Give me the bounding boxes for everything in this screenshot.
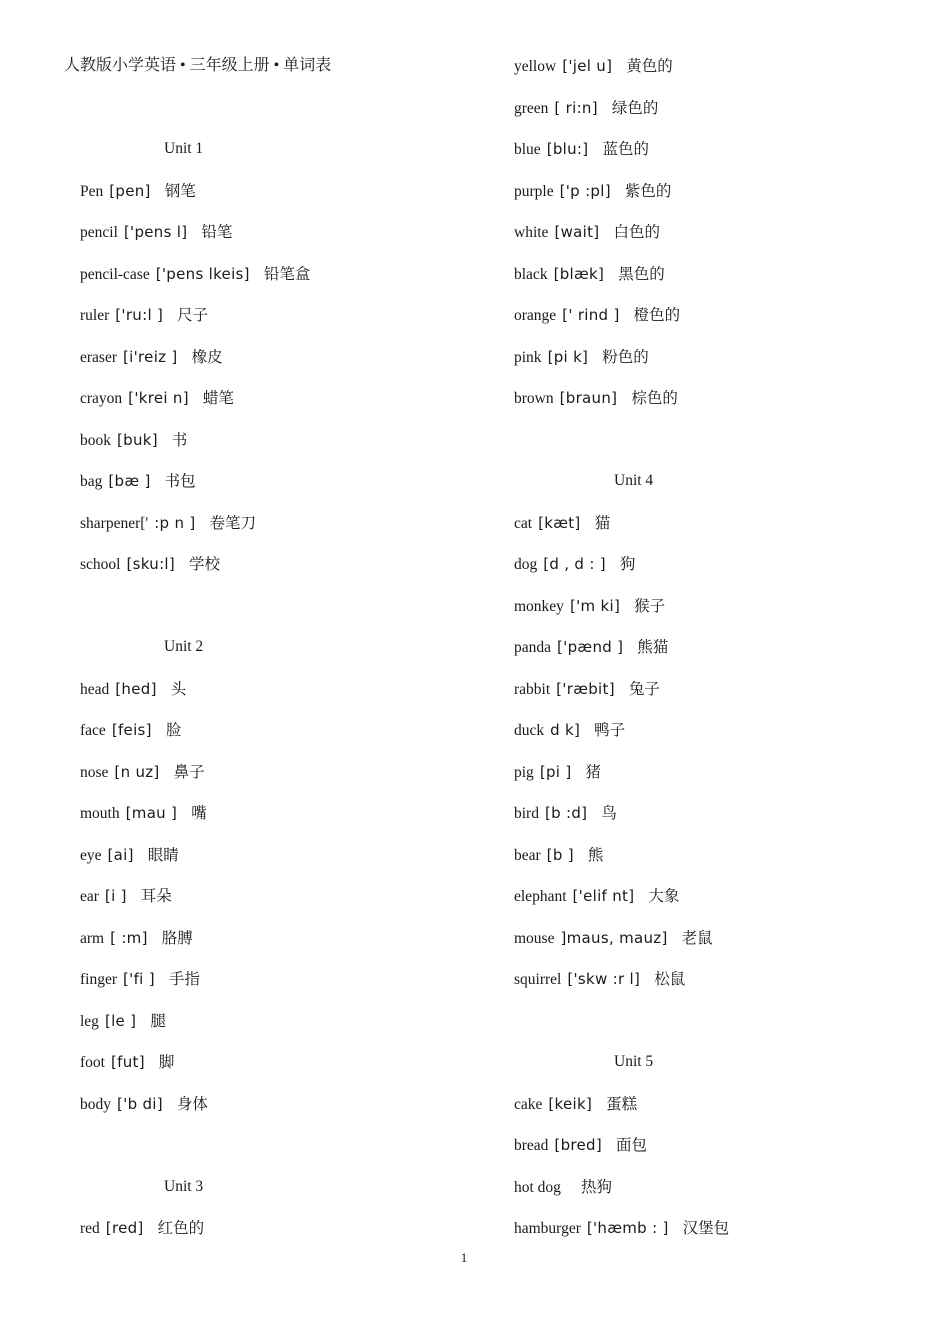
- unit-heading: Unit 4: [614, 472, 654, 489]
- phonetic: ['jel u]: [562, 57, 613, 75]
- phonetic: ['m ki]: [569, 596, 621, 615]
- chinese-meaning: 松鼠: [654, 970, 686, 988]
- chinese-meaning: 棕色的: [631, 389, 678, 407]
- chinese-meaning: 绿色的: [611, 98, 659, 117]
- vocab-entry: [514, 98, 658, 119]
- chinese-meaning: 铅笔: [201, 223, 233, 241]
- phonetic: [wait]: [554, 223, 600, 241]
- phonetic: ['skw :r l]: [567, 970, 641, 988]
- vocab-entry: [80, 1052, 174, 1073]
- phonetic: [ai]: [107, 845, 134, 864]
- english-word: ruler: [80, 307, 110, 324]
- chinese-meaning: 面包: [616, 1136, 648, 1154]
- vocab-entry: [80, 181, 196, 202]
- english-word: pencil: [80, 224, 118, 241]
- vocab-entry: [514, 264, 665, 285]
- english-word: sharpener[': [80, 514, 149, 532]
- chinese-meaning: 老鼠: [681, 928, 713, 947]
- vocab-entry: [80, 762, 205, 783]
- vocab-entry: [80, 513, 256, 534]
- phonetic: [red]: [105, 1219, 144, 1237]
- vocab-entry: [80, 305, 208, 326]
- phonetic: [b ]: [546, 845, 574, 864]
- english-word: arm: [80, 929, 105, 947]
- vocab-entry: [80, 1218, 204, 1239]
- phonetic: ['krei n]: [128, 389, 189, 407]
- chinese-meaning: 嘴: [191, 804, 207, 822]
- english-word: bread: [514, 1137, 549, 1154]
- phonetic: ['ræbit]: [556, 679, 615, 698]
- english-word: cake: [514, 1095, 543, 1113]
- phonetic: d k]: [550, 721, 581, 739]
- phonetic: [ :m]: [110, 928, 148, 947]
- chinese-meaning: 黑色的: [618, 264, 665, 283]
- unit-heading: Unit 1: [164, 140, 204, 157]
- phonetic: ['fi ]: [123, 970, 155, 988]
- vocab-entry: [514, 969, 685, 990]
- chinese-meaning: 鼻子: [173, 762, 205, 781]
- chinese-meaning: 卷笔刀: [209, 513, 256, 532]
- vocab-entry: [514, 596, 665, 617]
- english-word: face: [80, 722, 106, 739]
- vocab-entry: [80, 803, 207, 824]
- chinese-meaning: 学校: [189, 555, 221, 573]
- phonetic: [' rind ]: [562, 306, 620, 324]
- vocab-entry: [80, 679, 186, 700]
- chinese-meaning: 蜡笔: [202, 389, 234, 407]
- vocab-entry: [80, 1011, 166, 1032]
- chinese-meaning: 蓝色的: [602, 140, 649, 158]
- chinese-meaning: 蛋糕: [606, 1094, 638, 1113]
- english-word: pink: [514, 348, 542, 366]
- unit-heading: Unit 5: [614, 1053, 654, 1070]
- vocab-entry: [80, 886, 172, 907]
- chinese-meaning: 猴子: [634, 596, 666, 615]
- phonetic: [bæ ]: [108, 472, 151, 490]
- vocab-entry: [80, 720, 181, 741]
- english-word: rabbit: [514, 680, 551, 698]
- phonetic: [blu:]: [546, 140, 589, 158]
- english-word: cat: [514, 514, 533, 532]
- english-word: bear: [514, 846, 541, 864]
- vocab-entry: [80, 554, 220, 575]
- english-word: squirrel: [514, 971, 562, 988]
- vocab-entry: [514, 56, 673, 77]
- chinese-meaning: 尺子: [177, 306, 209, 324]
- english-word: eraser: [80, 348, 117, 366]
- phonetic: [d , d : ]: [543, 555, 606, 573]
- chinese-meaning: 橙色的: [633, 306, 681, 324]
- english-word: hamburger: [514, 1220, 581, 1237]
- chinese-meaning: 头: [170, 679, 187, 698]
- english-word: finger: [80, 971, 118, 988]
- vocab-entry: [514, 513, 610, 534]
- english-word: black: [514, 265, 548, 283]
- chinese-meaning: 脚: [158, 1053, 175, 1071]
- chinese-meaning: 黄色的: [626, 57, 673, 75]
- chinese-meaning: 兔子: [628, 679, 660, 698]
- chinese-meaning: 耳朵: [140, 887, 172, 905]
- vocab-entry: [514, 928, 713, 949]
- vocab-entry: [80, 347, 223, 368]
- phonetic: ['p :pl]: [559, 181, 611, 200]
- phonetic: ['ru:l ]: [115, 306, 164, 324]
- chinese-meaning: 鸭子: [594, 721, 626, 739]
- chinese-meaning: 白色的: [613, 223, 660, 241]
- chinese-meaning: 书: [171, 430, 188, 449]
- english-word: leg: [80, 1012, 99, 1030]
- phonetic: [b :d]: [544, 804, 588, 822]
- phonetic: [braun]: [559, 389, 618, 407]
- vocab-entry: [514, 720, 625, 741]
- phonetic: ]maus, mauz]: [560, 928, 668, 947]
- english-word: school: [80, 556, 121, 573]
- english-word: yellow: [514, 58, 557, 75]
- vocab-entry: [80, 928, 193, 949]
- english-word: orange: [514, 307, 557, 324]
- english-word: book: [80, 431, 111, 449]
- vocab-entry: [80, 1094, 208, 1115]
- phonetic: [fut]: [110, 1053, 145, 1071]
- chinese-meaning: 橡皮: [191, 347, 223, 366]
- phonetic: [blæk]: [553, 264, 605, 283]
- english-word: pig: [514, 763, 534, 781]
- vocab-entry: [514, 388, 678, 409]
- vocab-entry: [80, 845, 179, 866]
- phonetic: [hed]: [115, 679, 157, 698]
- phonetic: [pen]: [109, 181, 151, 200]
- english-word: dog: [514, 556, 538, 573]
- vocab-entry: [514, 845, 603, 866]
- english-word: panda: [514, 639, 552, 656]
- phonetic: ['b di]: [117, 1094, 163, 1113]
- phonetic: [pi ]: [539, 762, 572, 781]
- phonetic: [keik]: [548, 1094, 593, 1113]
- vocab-entry: [514, 222, 660, 243]
- english-word: blue: [514, 141, 541, 158]
- phonetic: [i ]: [104, 887, 127, 905]
- english-word: duck: [514, 722, 545, 739]
- english-word: brown: [514, 390, 554, 407]
- vocab-entry: [514, 554, 635, 575]
- phonetic: [sku:l]: [126, 555, 176, 573]
- english-word: Pen: [80, 182, 104, 200]
- phonetic: ['elif nt]: [572, 887, 635, 905]
- phonetic: [n uz]: [114, 762, 160, 781]
- chinese-meaning: 猫: [594, 513, 611, 532]
- phonetic: [i'reiz ]: [123, 347, 178, 366]
- vocab-entry: [80, 388, 234, 409]
- chinese-meaning: 汉堡包: [682, 1219, 730, 1237]
- phonetic: ['hæmb : ]: [586, 1219, 669, 1237]
- chinese-meaning: 热狗: [580, 1177, 612, 1196]
- chinese-meaning: 红色的: [157, 1219, 205, 1237]
- vocab-entry: [514, 762, 601, 783]
- english-word: eye: [80, 846, 102, 864]
- vocab-entry: [514, 305, 680, 326]
- page-title: 人教版小学英语 • 三年级上册 • 单词表: [64, 57, 332, 74]
- vocab-entry: [80, 222, 232, 243]
- chinese-meaning: 鸟: [601, 804, 617, 822]
- chinese-meaning: 脸: [165, 721, 182, 739]
- chinese-meaning: 熊猫: [637, 638, 669, 656]
- english-word: bag: [80, 473, 103, 490]
- vocab-entry: [80, 471, 196, 492]
- english-word: ear: [80, 888, 99, 905]
- phonetic: [feis]: [111, 721, 152, 739]
- phonetic: ['pens l]: [123, 223, 188, 241]
- chinese-meaning: 熊: [587, 845, 604, 864]
- chinese-meaning: 眼睛: [147, 845, 179, 864]
- chinese-meaning: 手指: [168, 970, 200, 988]
- english-word: nose: [80, 763, 109, 781]
- english-word: elephant: [514, 888, 567, 905]
- chinese-meaning: 猪: [585, 762, 601, 781]
- chinese-meaning: 大象: [648, 887, 680, 905]
- vocab-entry: [514, 347, 649, 368]
- english-word: mouse: [514, 929, 555, 947]
- english-word: crayon: [80, 390, 123, 407]
- english-word: monkey: [514, 597, 564, 615]
- english-word: mouth: [80, 805, 120, 822]
- chinese-meaning: 紫色的: [624, 181, 672, 200]
- chinese-meaning: 胳膊: [161, 928, 193, 947]
- phonetic: [pi k]: [547, 347, 589, 366]
- vocab-entry: [514, 679, 660, 700]
- chinese-meaning: 腿: [150, 1011, 166, 1030]
- english-word: bird: [514, 805, 539, 822]
- vocab-entry: [514, 1177, 612, 1198]
- chinese-meaning: 铅笔盒: [263, 264, 311, 283]
- vocab-entry: [514, 1135, 647, 1156]
- phonetic: [mau ]: [125, 804, 178, 822]
- vocab-entry: [514, 1218, 729, 1239]
- chinese-meaning: 粉色的: [602, 347, 649, 366]
- phonetic: [buk]: [117, 430, 158, 449]
- phonetic: [le ]: [104, 1011, 137, 1030]
- phonetic: [kæt]: [538, 513, 581, 532]
- english-word: purple: [514, 182, 554, 200]
- vocab-entry: [514, 139, 649, 160]
- vocab-entry: [514, 1094, 637, 1115]
- vocab-entry: [514, 886, 679, 907]
- vocab-entry: [80, 430, 187, 451]
- unit-heading: Unit 2: [164, 638, 204, 655]
- phonetic: [ ri:n]: [554, 98, 598, 117]
- chinese-meaning: 钢笔: [164, 181, 196, 200]
- english-word: green: [514, 99, 549, 117]
- vocab-entry: [514, 637, 668, 658]
- english-word: body: [80, 1095, 111, 1113]
- vocab-entry: [80, 969, 200, 990]
- chinese-meaning: 身体: [176, 1094, 208, 1113]
- english-word: white: [514, 224, 549, 241]
- english-word: pencil-case: [80, 265, 150, 283]
- chinese-meaning: 狗: [619, 555, 636, 573]
- phonetic: [bred]: [554, 1136, 603, 1154]
- vocab-entry: [514, 181, 671, 202]
- english-word: foot: [80, 1054, 105, 1071]
- chinese-meaning: 书包: [164, 472, 196, 490]
- phonetic: ['pænd ]: [557, 638, 624, 656]
- phonetic: ['pens lkeis]: [155, 264, 250, 283]
- vocab-entry: [514, 803, 617, 824]
- unit-heading: Unit 3: [164, 1177, 204, 1195]
- english-word: hot dog: [514, 1178, 561, 1196]
- vocab-entry: [80, 264, 310, 285]
- phonetic: :p n ]: [154, 513, 196, 532]
- english-word: head: [80, 680, 110, 698]
- page-number: 1: [460, 1250, 468, 1265]
- english-word: red: [80, 1220, 100, 1237]
